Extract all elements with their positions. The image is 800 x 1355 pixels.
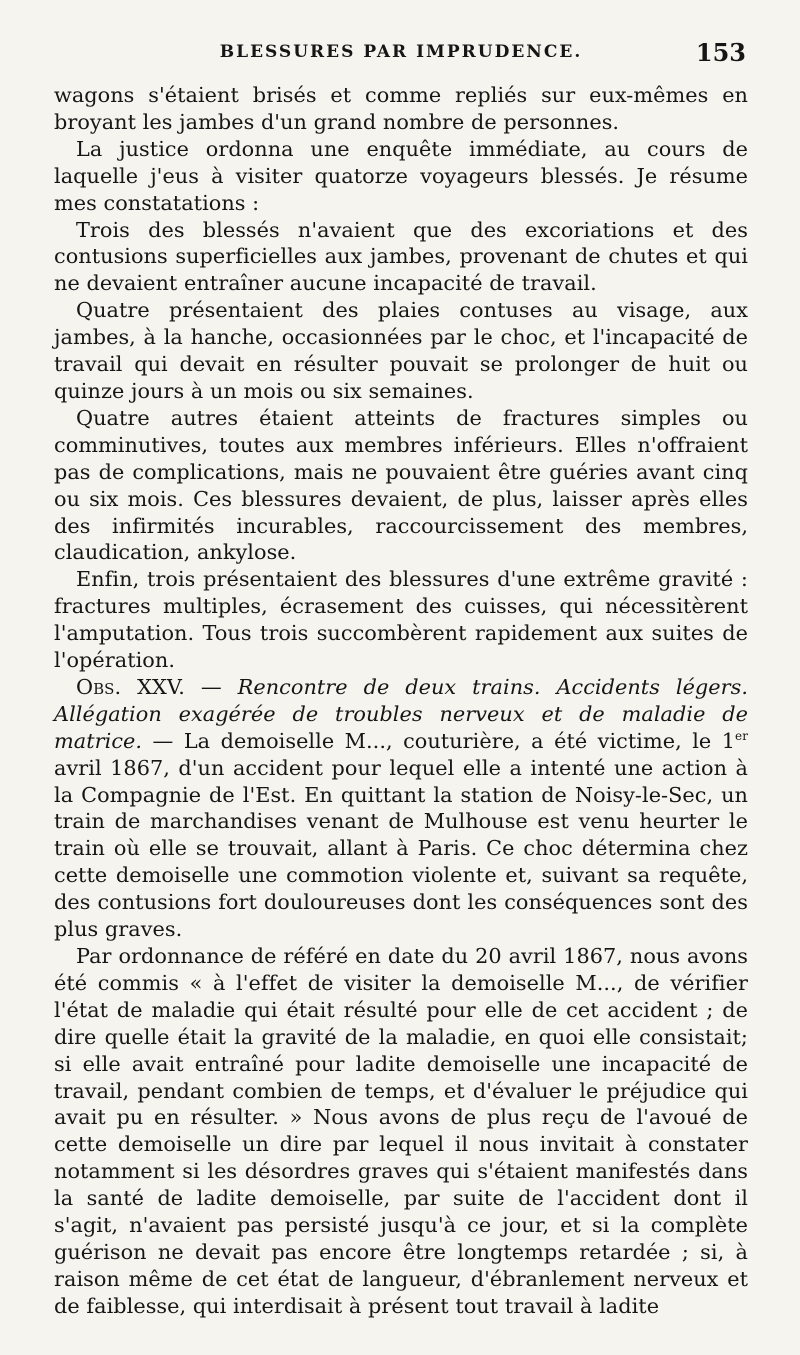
- paragraph-trois-blesses: Trois des blessés n'avaient que des excoriations et des contusions superficielles aux jambes, provenant de chutes et qui ne devaient entraîner aucune incapacité de travail.: [54, 217, 748, 296]
- paragraph-quatre-plaies: Quatre présentaient des plaies contuses au visage, aux jambes, à la hanche, occasionnées par le choc, et l'incapacité de travail qui devait en résulter pouvait se prolonger de huit ou quinze jours à un mois ou six semaines.: [54, 298, 748, 403]
- observation-text-start: — La demoiselle M..., couturière, a été victime, le 1: [142, 728, 736, 753]
- observation-title: Rencontre de deux trains. Accidents légers. Allégation exagérée de troubles nerveux et de maladie de matrice.: [54, 674, 749, 753]
- observation-dash: —: [184, 674, 238, 699]
- paragraph-ordonnance: Par ordonnance de référé en date du 20 avril 1867, nous avons été commis « à l'effet de visiter la demoiselle M..., de vérifier l'état de maladie qui était résulté pour elle de cet accident ; de dire quelle était la gravité de la maladie, en quoi elle consistait; si elle avait entraîné pour ladite demoiselle une incapacité de travail, pendant combien de temps, et d'évaluer le préjudice qui avait pu en résulter. » Nous avons de plus reçu de l'avoué de cette demoiselle un dire par lequel il nous invitait à constater notamment si les désordres graves qui s'étaient manifestés dans la santé de ladite demoiselle, par suite de l'accident dont il s'agit, n'avaient pas persisté jusqu'à ce jour, et si la complète guérison ne devait pas encore être longtemps retardée ; si, à raison même de cet état de langueur, d'ébranlement nerveux et de faiblesse, qui interdisait à présent tout travail à ladite: [54, 944, 748, 1318]
- observation-paragraph: [54, 674, 748, 943]
- observation-text-rest: avril 1867, d'un accident pour lequel elle a intenté une action à la Compagnie de l'Est. En quittant la station de Noisy-le-Sec, un train de marchandises venant de Mulhouse est venu heurter le train où elle se trouvait, allant à Paris. Ce choc détermina chez cette demoiselle une commotion violente et, suivant sa requête, des contusions fort douloureuses dont les conséquences sont des plus graves.: [54, 755, 748, 942]
- page-number: 153: [695, 38, 746, 67]
- ordinal-superscript: er: [735, 728, 748, 743]
- observation-label: Obs. XXV.: [76, 674, 185, 699]
- running-title: BLESSURES PAR IMPRUDENCE.: [219, 42, 583, 62]
- paragraph-trois-graves: Enfin, trois présentaient des blessures d'une extrême gravité : fractures multiples, écrasement des cuisses, qui nécessitèrent l'amputation. Tous trois succombèrent rapidement aux suites de l'opération.: [54, 567, 748, 673]
- page-body: [54, 82, 748, 1320]
- paragraph-enquete: La justice ordonna une enquête immédiate, au cours de laquelle j'eus à visiter quatorze voyageurs blessés. Je résume mes constatations :: [54, 136, 748, 215]
- page-header: [54, 38, 748, 72]
- paragraph-quatre-fractures: Quatre autres étaient atteints de fractures simples ou comminutives, toutes aux membres inférieurs. Elles n'offraient pas de complications, mais ne pouvaient être guéries avant cinq ou six mois. Ces blessures devaient, de plus, laisser après elles des infirmités incurables, raccourcissement des membres, claudication, ankylose.: [54, 405, 748, 565]
- paragraph-continuation: wagons s'étaient brisés et comme repliés sur eux-mêmes en broyant les jambes d'un grand nombre de personnes.: [54, 83, 748, 134]
